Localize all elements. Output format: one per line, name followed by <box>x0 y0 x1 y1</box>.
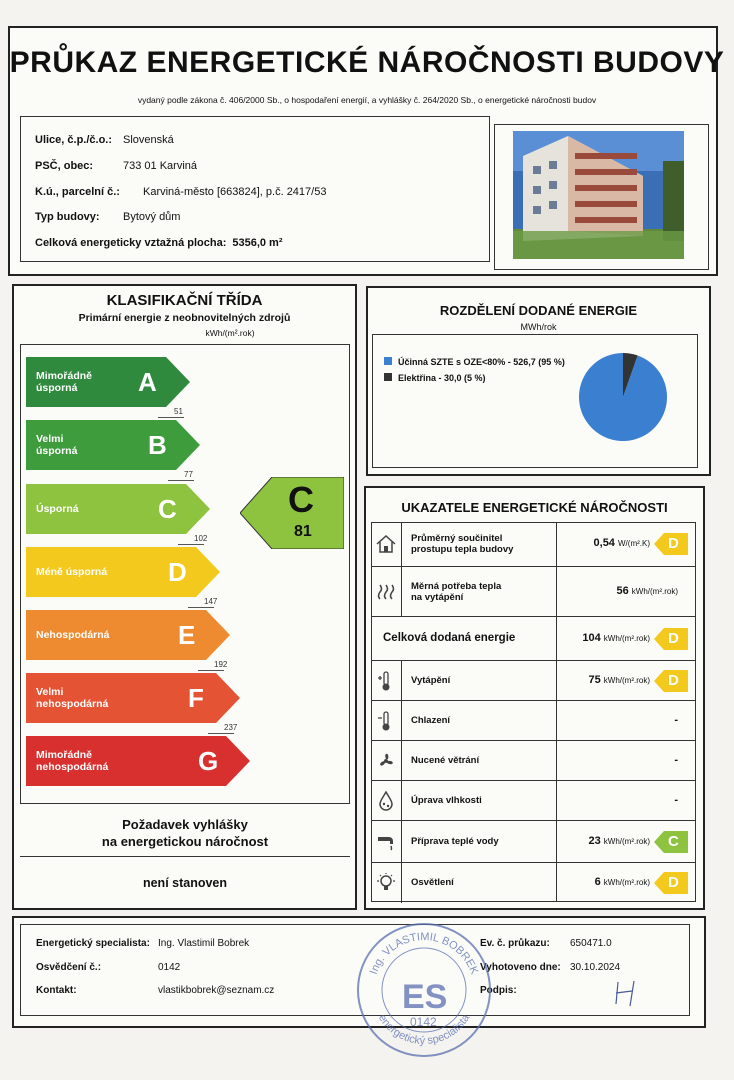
fan-icon <box>371 741 402 781</box>
type-value: Bytový dům <box>123 211 181 223</box>
stamp-number: 0142 <box>410 1015 437 1029</box>
thermometer-icon <box>371 661 402 701</box>
class-label-e <box>26 629 110 641</box>
class-label-line1: Nehospodárná <box>36 629 110 641</box>
class-label-line1: Velmi <box>36 433 64 445</box>
indicator-value-number: 104 <box>582 632 601 644</box>
building-photo <box>513 131 684 259</box>
indicator-value-number: 0,54 <box>593 537 615 549</box>
current-class-arrow <box>240 477 344 549</box>
class-letter-c: C <box>158 494 177 524</box>
indicator-grade-tag <box>654 872 688 894</box>
indicator-value-number: 56 <box>616 585 629 597</box>
legend-item-szte <box>384 354 565 370</box>
indicator-row <box>371 566 696 617</box>
requirement-title <box>20 816 350 850</box>
indicator-value <box>588 835 650 847</box>
indicator-value-number: 75 <box>588 674 601 686</box>
indicator-value <box>594 537 650 549</box>
cert-value: 0142 <box>158 962 181 973</box>
indicator-grade-letter: D <box>668 535 679 552</box>
indicator-unit: kWh/(m².rok) <box>631 587 678 596</box>
indicator-name <box>411 755 479 766</box>
area-value: 5356,0 m² <box>232 237 283 249</box>
ku-value: Karviná-město [663824], p.č. 2417/53 <box>143 186 327 198</box>
indicator-value-number: - <box>674 794 678 806</box>
class-label-f <box>26 686 108 710</box>
indicator-grade-letter: C <box>668 833 679 850</box>
class-label-line1: Mimořádně <box>36 370 93 382</box>
indicator-value-number: 6 <box>594 876 601 888</box>
heating-icon <box>371 567 402 617</box>
indicator-name <box>411 795 482 806</box>
indicator-grade-letter: D <box>668 672 679 689</box>
threshold-label: 102 <box>194 534 208 543</box>
ku-label: K.ú., parcelní č.: <box>35 186 120 198</box>
class-label-line1: Méně úsporná <box>36 566 108 578</box>
class-label-c <box>26 503 79 515</box>
indicator-grade-tag <box>654 628 688 650</box>
class-letter-d: D <box>168 557 187 587</box>
faucet-icon <box>371 821 402 863</box>
threshold-tick <box>188 607 214 608</box>
indicator-name-line1: Osvětlení <box>411 877 454 888</box>
threshold-tick <box>198 670 224 671</box>
indicator-row <box>371 780 696 821</box>
stamp-bottom-text: energetický specialista <box>375 1012 473 1048</box>
class-bar-e <box>26 610 230 660</box>
class-label-d <box>26 566 107 578</box>
specialist-label: Energetický specialista: <box>36 938 150 949</box>
ev-label: Ev. č. průkazu: <box>480 938 550 949</box>
date-value: 30.10.2024 <box>570 962 621 973</box>
class-bar-f <box>26 673 240 723</box>
class-letter-a: A <box>138 367 157 397</box>
contact-label: Kontakt: <box>36 985 77 996</box>
humidity-icon <box>371 781 402 821</box>
street-label: Ulice, č.p./č.o.: <box>35 134 113 146</box>
indicator-name-line2: prostupu tepla budovy <box>411 544 514 555</box>
class-letter-f: F <box>188 683 204 713</box>
requirement-title-line2: na energetickou náročnost <box>101 834 269 849</box>
indicator-row <box>371 660 696 701</box>
indicator-row <box>371 616 696 661</box>
house-icon <box>371 522 402 566</box>
indicator-unit: W/(m².K) <box>618 539 650 548</box>
signature <box>610 978 640 1013</box>
indicator-name <box>411 675 450 686</box>
threshold-label: 77 <box>184 470 193 479</box>
classification-subtitle: Primární energie z neobnovitelných zdrojů <box>78 312 291 324</box>
threshold-tick <box>158 417 184 418</box>
classification-unit: kWh/(m².rok) <box>205 328 255 338</box>
indicator-grade-tag <box>654 533 688 555</box>
distribution-unit: MWh/rok <box>520 322 557 332</box>
bulb-icon <box>371 863 402 903</box>
indicator-value <box>616 585 678 597</box>
ev-value: 650471.0 <box>570 938 612 949</box>
threshold-label: 237 <box>224 723 238 732</box>
specialist-value: Ing. Vlastimil Bobrek <box>158 938 250 949</box>
address-ku-row <box>35 186 326 198</box>
indicator-value <box>674 794 678 806</box>
indicator-unit: kWh/(m².rok) <box>603 634 650 643</box>
indicator-grade-letter: D <box>668 630 679 647</box>
indicator-value <box>588 674 650 686</box>
cert-label: Osvědčení č.: <box>36 962 102 973</box>
requirement-value: není stanoven <box>142 876 228 890</box>
class-label-line2: nehospodárná <box>36 698 109 710</box>
indicator-name-line1: Příprava teplé vody <box>411 836 499 847</box>
legend-item-electricity <box>384 370 565 386</box>
indicator-row <box>371 820 696 863</box>
official-stamp <box>354 920 494 1060</box>
distribution-title: ROZDĚLENÍ DODANÉ ENERGIE <box>439 303 638 318</box>
address-psc-row <box>35 160 197 172</box>
indicator-value <box>595 876 650 888</box>
indicator-name-line2: na vytápění <box>411 592 464 603</box>
indicator-name-line1: Průměrný součinitel <box>411 533 503 544</box>
address-type-row <box>35 211 180 223</box>
indicators-title: UKAZATELE ENERGETICKÉ NÁROČNOSTI <box>401 500 668 515</box>
class-letter-g: G <box>198 746 219 776</box>
class-bar-b <box>26 420 200 470</box>
indicator-name-line1: Chlazení <box>411 715 451 726</box>
indicator-name-line1: Celková dodaná energie <box>383 632 516 644</box>
address-street-row <box>35 134 174 146</box>
classification-title: KLASIFIKAČNÍ TŘÍDA <box>106 292 263 309</box>
indicator-value <box>582 632 650 644</box>
class-letter-e: E <box>178 620 196 650</box>
indicator-name <box>383 633 515 644</box>
class-label-a <box>26 370 92 394</box>
class-bar-d <box>26 547 220 597</box>
requirement-divider <box>20 856 350 857</box>
indicator-name <box>411 533 513 555</box>
document-title: PRŮKAZ ENERGETICKÉ NÁROČNOSTI BUDOVY <box>9 46 725 79</box>
indicator-name <box>411 877 454 888</box>
legend-label-electricity: Elektřina - 30,0 (5 %) <box>398 373 486 383</box>
indicator-name-line1: Nucené větrání <box>411 755 480 766</box>
threshold-tick <box>168 480 194 481</box>
class-bar-c <box>26 484 210 534</box>
current-class-letter: C <box>288 479 314 520</box>
indicator-name <box>411 715 450 726</box>
indicator-grade-tag <box>654 670 688 692</box>
indicator-row <box>371 700 696 741</box>
threshold-tick <box>208 733 234 734</box>
class-label-g <box>26 749 108 773</box>
contact-value: vlastikbobrek@seznam.cz <box>158 985 275 996</box>
class-label-line1: Velmi <box>36 686 64 698</box>
class-label-line1: Mimořádně <box>36 749 93 761</box>
class-letter-b: B <box>148 430 167 460</box>
document-subtitle: vydaný podle zákona č. 406/2000 Sb., o hospodaření energií, a vyhlášky č. 264/2020 Sb., o energetické náročnosti budov <box>137 95 597 105</box>
indicator-name-line1: Úprava vlhkosti <box>411 795 482 806</box>
legend-swatch-electricity <box>384 373 392 381</box>
indicator-row <box>371 522 696 566</box>
indicator-name-line1: Vytápění <box>411 675 451 686</box>
sign-label: Podpis: <box>480 985 517 996</box>
indicator-name <box>411 581 501 603</box>
indicator-value <box>674 754 678 766</box>
indicator-unit: kWh/(m².rok) <box>603 837 650 846</box>
indicator-value-number: 23 <box>588 835 601 847</box>
class-label-line2: úsporná <box>36 382 78 394</box>
class-bar-g <box>26 736 250 786</box>
distribution-legend <box>384 354 565 386</box>
indicator-name-line1: Měrná potřeba tepla <box>411 581 502 592</box>
psc-label: PSČ, obec: <box>35 160 94 172</box>
threshold-label: 147 <box>204 597 218 606</box>
threshold-label: 192 <box>214 660 228 669</box>
class-label-line2: nehospodárná <box>36 761 109 773</box>
indicator-value <box>674 714 678 726</box>
threshold-tick <box>178 544 204 545</box>
date-label: Vyhotoveno dne: <box>480 962 561 973</box>
cooling-icon <box>371 701 402 741</box>
indicator-unit: kWh/(m².rok) <box>603 878 650 887</box>
type-label: Typ budovy: <box>35 211 100 223</box>
svg-text:ES: ES <box>402 978 448 1016</box>
area-label: Celková energeticky vztažná plocha: <box>35 237 227 249</box>
class-label-line1: Úsporná <box>36 503 79 515</box>
legend-label-szte: Účinná SZTE s OZE<80% - 526,7 (95 %) <box>398 357 565 367</box>
indicator-unit: kWh/(m².rok) <box>603 676 650 685</box>
indicator-value-number: - <box>674 754 678 766</box>
threshold-label: 51 <box>174 407 183 416</box>
indicator-row <box>371 740 696 781</box>
current-class-value: 81 <box>294 523 312 540</box>
indicator-value-number: - <box>674 714 678 726</box>
legend-swatch-szte <box>384 357 392 365</box>
indicator-row <box>371 862 696 903</box>
class-label-line2: úsporná <box>36 445 78 457</box>
class-label-b <box>26 433 77 457</box>
indicator-grade-tag <box>654 831 688 853</box>
distribution-pie-chart <box>578 352 668 442</box>
psc-value: 733 01 Karviná <box>123 160 197 172</box>
class-bar-a <box>26 357 190 407</box>
stamp-top-text: Ing. VLASTIMIL BOBREK <box>367 930 481 977</box>
street-value: Slovenská <box>123 134 174 146</box>
indicator-grade-letter: D <box>668 874 679 891</box>
address-area-row <box>35 237 283 249</box>
indicator-name <box>411 836 499 847</box>
requirement-title-line1: Požadavek vyhlášky <box>122 817 248 832</box>
